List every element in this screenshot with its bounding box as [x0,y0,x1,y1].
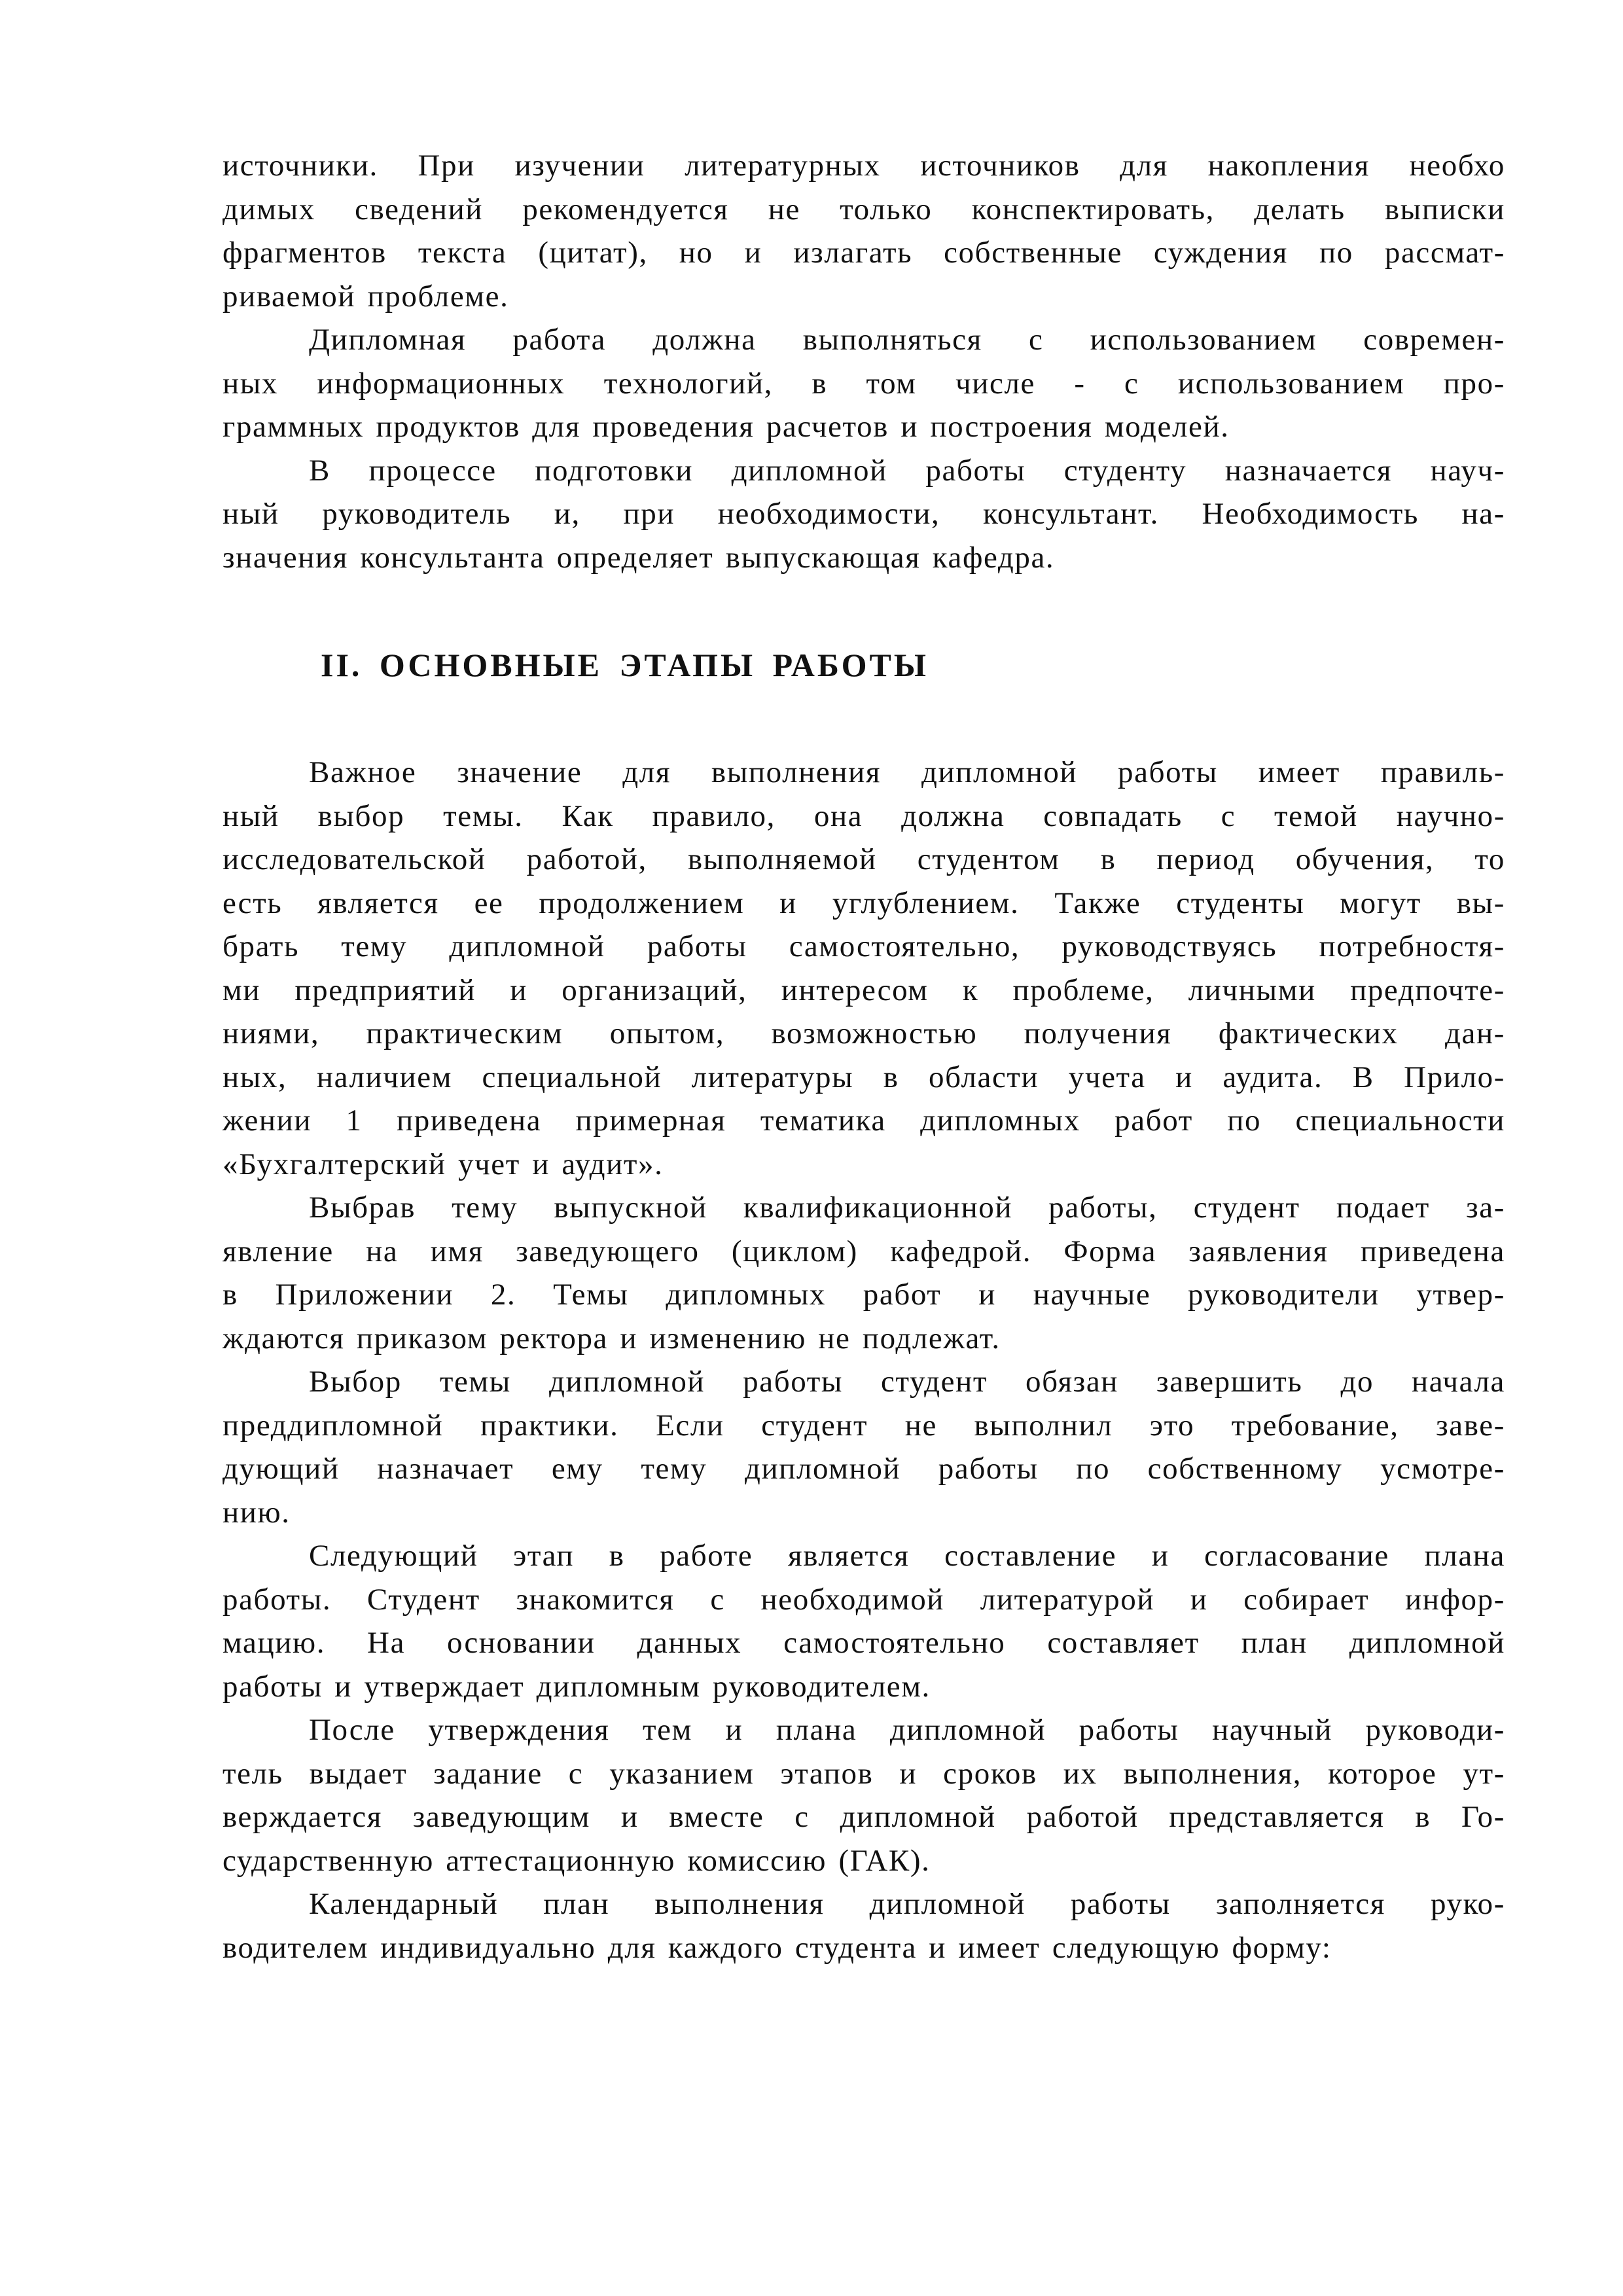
text-line: водителем индивидуально для каждого студента и имеет следующую форму: [223,1930,1332,1965]
text-line: преддипломной практики. Если студент не выполнил это требование, заве- [223,1408,1505,1443]
text-line: ный руководитель и, при необходимости, консультант. Необходимость на- [223,497,1505,531]
text-line: Выбор темы дипломной работы студент обязан завершить до начала [309,1365,1505,1399]
text-line: В процессе подготовки дипломной работы студенту назначается науч- [309,453,1505,488]
text-line: риваемой проблеме. [223,279,509,314]
paragraph [223,1708,1505,1882]
text-line: Выбрав тему выпускной квалификационной работы, студент подает за- [309,1191,1505,1225]
paragraph [223,144,1505,318]
text-line: ный выбор темы. Как правило, она должна совпадать с темой научно- [223,798,1505,833]
section-heading: II. ОСНОВНЫЕ ЭТАПЫ РАБОТЫ [321,647,929,683]
text-line: явление на имя заведующего (циклом) кафедрой. Форма заявления приведена [223,1234,1505,1268]
paragraph [223,449,1505,580]
paragraph [223,318,1505,449]
text-line: димых сведений рекомендуется не только конспектировать, делать выписки [223,192,1505,226]
text-line: в Приложении 2. Темы дипломных работ и научные руководители утвер- [223,1278,1505,1312]
text-line: ных информационных технологий, в том числе - с использованием про- [223,366,1505,401]
text-line: граммных продуктов для проведения расчетов и построения моделей. [223,410,1230,444]
text-line: тель выдает задание с указанием этапов и сроков их выполнения, которое ут- [223,1756,1505,1791]
paragraph [223,1186,1505,1360]
text-line: дующий назначает ему тему дипломной работы по собственному усмотре- [223,1452,1505,1486]
text-line: Календарный план выполнения дипломной работы заполняется руко- [309,1887,1505,1921]
text-line: ных, наличием специальной литературы в области учета и аудита. В Прило- [223,1060,1505,1094]
text-line: значения консультанта определяет выпускающая кафедра. [223,540,1055,575]
paragraph [223,1360,1505,1534]
text-line: исследовательской работой, выполняемой студентом в период обучения, то [223,842,1505,876]
text-line: сударственную аттестационную комиссию (ГАК). [223,1843,931,1878]
paragraph [223,751,1505,1186]
text-line: ждаются приказом ректора и изменению не подлежат. [223,1321,1001,1355]
paragraph [223,1882,1505,1969]
text-line: есть является ее продолжением и углублением. Также студенты могут вы- [223,886,1505,920]
text-line: Дипломная работа должна выполняться с использованием современ- [309,323,1505,357]
paragraph [223,1534,1505,1708]
text-line: Важное значение для выполнения дипломной работы имеет правиль- [309,755,1505,789]
text-line: ми предприятий и организаций, интересом к проблеме, личными предпочте- [223,973,1505,1007]
document-page [223,144,1505,1969]
text-line: источники. При изучении литературных источников для накопления необхо [223,149,1505,183]
text-line: мацию. На основании данных самостоятельно составляет план дипломной [223,1626,1505,1660]
text-line: работы. Студент знакомится с необходимой литературой и собирает инфор- [223,1582,1505,1617]
text-line: жении 1 приведена примерная тематика дипломных работ по специальности [223,1103,1505,1138]
text-line: «Бухгалтерский учет и аудит». [223,1147,664,1181]
text-line: Следующий этап в работе является составление и согласование плана [309,1539,1505,1573]
text-line: брать тему дипломной работы самостоятельно, руководствуясь потребностя- [223,929,1505,963]
text-line: верждается заведующим и вместе с дипломной работой представляется в Го- [223,1800,1505,1834]
text-line: фрагментов текста (цитат), но и излагать собственные суждения по рассмат- [223,236,1505,270]
text-line: После утверждения тем и плана дипломной работы научный руководи- [309,1713,1505,1747]
text-line: ниями, практическим опытом, возможностью получения фактических дан- [223,1016,1505,1050]
text-line: нию. [223,1495,291,1530]
text-line: работы и утверждает дипломным руководителем. [223,1669,931,1704]
